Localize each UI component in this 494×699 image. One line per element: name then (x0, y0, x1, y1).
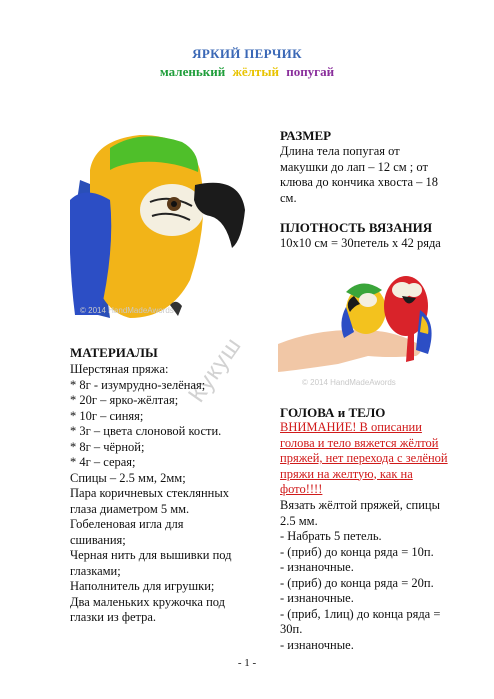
subtitle-word-small: маленький (159, 64, 226, 79)
density-text: 10х10 см = 30петель х 42 ряда (280, 236, 441, 250)
parrot-photo-closeup (70, 130, 245, 320)
warning-line: голова и тело вяжется жёлтой (280, 435, 439, 450)
materials-line: сшивания; (70, 532, 126, 547)
page-subtitle (0, 64, 494, 80)
photo-caption: © 2014 HandMadeAwords (80, 306, 174, 315)
materials-line: * 10г – синяя; (70, 408, 144, 423)
head-body-instructions (280, 498, 440, 653)
size-text (280, 144, 438, 206)
instruction-line: - Набрать 5 петель. (280, 529, 382, 543)
instruction-line: Вязать жёлтой пряжей, спицы (280, 498, 440, 512)
materials-line: глаза диаметром 5 мм. (70, 501, 190, 516)
materials-list (70, 362, 232, 626)
materials-line: Два маленьких кружочка под (70, 594, 226, 609)
materials-line: Черная нить для вышивки под (70, 548, 232, 562)
warning-line: пряжи на желтую, как на (280, 466, 413, 481)
materials-line: * 4г – серая; (70, 455, 136, 469)
subtitle-word-yellow: жёлтый (232, 64, 279, 79)
materials-line: Шерстяная пряжа: (70, 362, 169, 376)
instruction-line: - изнаночные. (280, 591, 354, 605)
size-line: макушки до лап – 12 см ; от (280, 159, 428, 174)
instruction-line: - (приб, 1лиц) до конца ряда = (280, 606, 441, 621)
materials-line: Спицы – 2.5 мм, 2мм; (70, 470, 186, 485)
head-body-heading: ГОЛОВА и ТЕЛО (280, 405, 386, 420)
instruction-line: 30п. (280, 622, 303, 636)
instruction-line: - (приб) до конца ряда = 10п. (280, 544, 434, 559)
materials-line: глазки из фетра. (70, 610, 157, 624)
materials-line: * 8г – чёрной; (70, 439, 145, 454)
materials-line: * 8г - изумрудно-зелёная; (70, 377, 206, 392)
warning-line: пряжей, нет перехода с зелёной (280, 451, 448, 465)
parrot-closeup-illustration (70, 130, 245, 320)
size-line: клюва до кончика хвоста – 18 (280, 175, 439, 189)
page-title: ЯРКИЙ ПЕРЧИК (192, 46, 302, 61)
materials-line: * 3г – цвета слоновой кости. (70, 424, 222, 438)
materials-line: глазками; (70, 563, 121, 578)
warning-line: ВНИМАНИЕ! В описании (280, 420, 422, 434)
warning-text (280, 420, 448, 498)
materials-line: * 20г – ярко-жёлтая; (70, 393, 179, 407)
watermark-text: Кукуш (183, 332, 247, 408)
warning-line: фото!!!! (280, 482, 323, 496)
size-line: см. (280, 190, 297, 205)
page-number: - 1 - (237, 657, 257, 669)
size-line: Длина тела попугая от (280, 144, 400, 158)
instruction-line: 2.5 мм. (280, 513, 318, 528)
materials-line: Наполнитель для игрушки; (70, 579, 215, 593)
size-heading: РАЗМЕР (280, 128, 332, 143)
density-heading: ПЛОТНОСТЬ ВЯЗАНИЯ (280, 220, 433, 235)
materials-line: Гобеленовая игла для (70, 517, 184, 531)
materials-heading: МАТЕРИАЛЫ (70, 345, 158, 360)
instruction-line: - изнаночные. (280, 560, 354, 574)
parrots-illustration (278, 262, 450, 397)
photo-caption: © 2014 HandMadeAwords (302, 378, 396, 387)
subtitle-word-parrot: попугай (286, 64, 335, 79)
parrots-on-hand-photo (278, 262, 450, 397)
instruction-line: - (приб) до конца ряда = 20п. (280, 575, 434, 590)
materials-line: Пара коричневых стеклянных (70, 486, 229, 500)
instruction-line: - изнаночные. (280, 637, 354, 652)
